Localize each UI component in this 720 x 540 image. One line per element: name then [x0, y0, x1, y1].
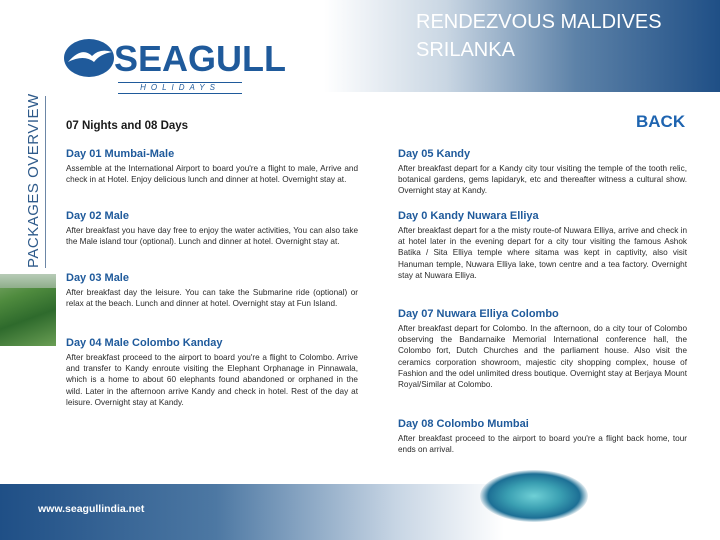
- day-description: After breakfast proceed to the airport to board you're a flight back home, tour ends on arrival.: [398, 434, 687, 455]
- logo-brand-text: SEAGULL: [114, 38, 287, 79]
- page-title-line1: RENDEZVOUS MALDIVES: [416, 11, 662, 33]
- day-title: Day 07 Nuwara Elliya Colombo: [398, 308, 559, 320]
- day-description: After breakfast day the leisure. You can take the Submarine ride (optional) or relax at the beach. Lunch and dinner at hotel. Overnight stay at Fun Island.: [66, 288, 358, 309]
- page-title: [416, 8, 716, 64]
- day-title: Day 04 Male Colombo Kanday: [66, 337, 223, 349]
- island-aerial-image: [480, 470, 588, 522]
- website-link[interactable]: www.seagullindia.net: [38, 503, 145, 515]
- day-title: Day 0 Kandy Nuwara Elliya: [398, 210, 539, 222]
- day-title: Day 03 Male: [66, 272, 129, 284]
- seagull-bird-icon: [62, 36, 116, 80]
- day-title: Day 08 Colombo Mumbai: [398, 418, 529, 430]
- day-description: Assemble at the International Airport to board you're a flight to male, Arrive and check in at Hotel. Enjoy delicious lunch and dinner at hotel. Overnight stay at.: [66, 164, 358, 185]
- trip-duration: 07 Nights and 08 Days: [66, 120, 189, 132]
- packages-overview-label: PACKAGES OVERVIEW: [25, 93, 42, 268]
- page-title-line2: SRILANKA: [416, 39, 515, 61]
- day-description: After breakfast depart for a Kandy city tour visiting the temple of the tooth relic, botanical gardens, gems lapidaryk, etc and thereafter witness a cultural show. Overnight stay at Kandy.: [398, 164, 687, 196]
- tea-plantation-image: [0, 274, 56, 346]
- day-title: Day 01 Mumbai-Male: [66, 148, 175, 160]
- seagull-logo: [62, 34, 287, 94]
- logo-sub-text: HOLIDAYS: [118, 82, 242, 94]
- day-title: Day 05 Kandy: [398, 148, 471, 160]
- day-title: Day 02 Male: [66, 210, 129, 222]
- day-description: After breakfast proceed to the airport to board you're a flight to Colombo. Arrive and transfer to Kandy enroute visiting the Elephant Orphanage in Pinnawala, which is a home to about 60 elephants found abandoned or orphaned in the wild. Later in the afternoon arrive Kandy and check in hotel. Rest of the day at leisure. Overnight stay at Kandy.: [66, 353, 358, 407]
- day-description: After breakfast depart for a the misty route-of Nuwara Elliya, arrive and check in at hotel later in the evening depart for a city tour visiting the famous Ashok Batika / Sita Elliya temple where sitama was kept in captivity, also visit Hanuman temple, Nuwara Elliya lake, town centre and a tea factory. Overnight stay at Nuwara Elliya.: [398, 226, 687, 280]
- back-button[interactable]: BACK: [636, 112, 686, 131]
- day-description: After breakfast you have day free to enjoy the water activities, You can also take the Male island tour (optional). Lunch and dinner at hotel. Overnight stay at.: [66, 226, 358, 247]
- day-description: After breakfast depart for Colombo. In the afternoon, do a city tour of Colombo observing the Bandarnaike Memorial International conference hall, the Colombo fort, Dutch Churches and the parliament house. Also visit the ceramics corporation showroom, majestic city shopping complex, house of Fashion and the odel unlimited dress boutique. Overnight stay at Berjaya Mount Royal/Similar at Colombo.: [398, 324, 688, 390]
